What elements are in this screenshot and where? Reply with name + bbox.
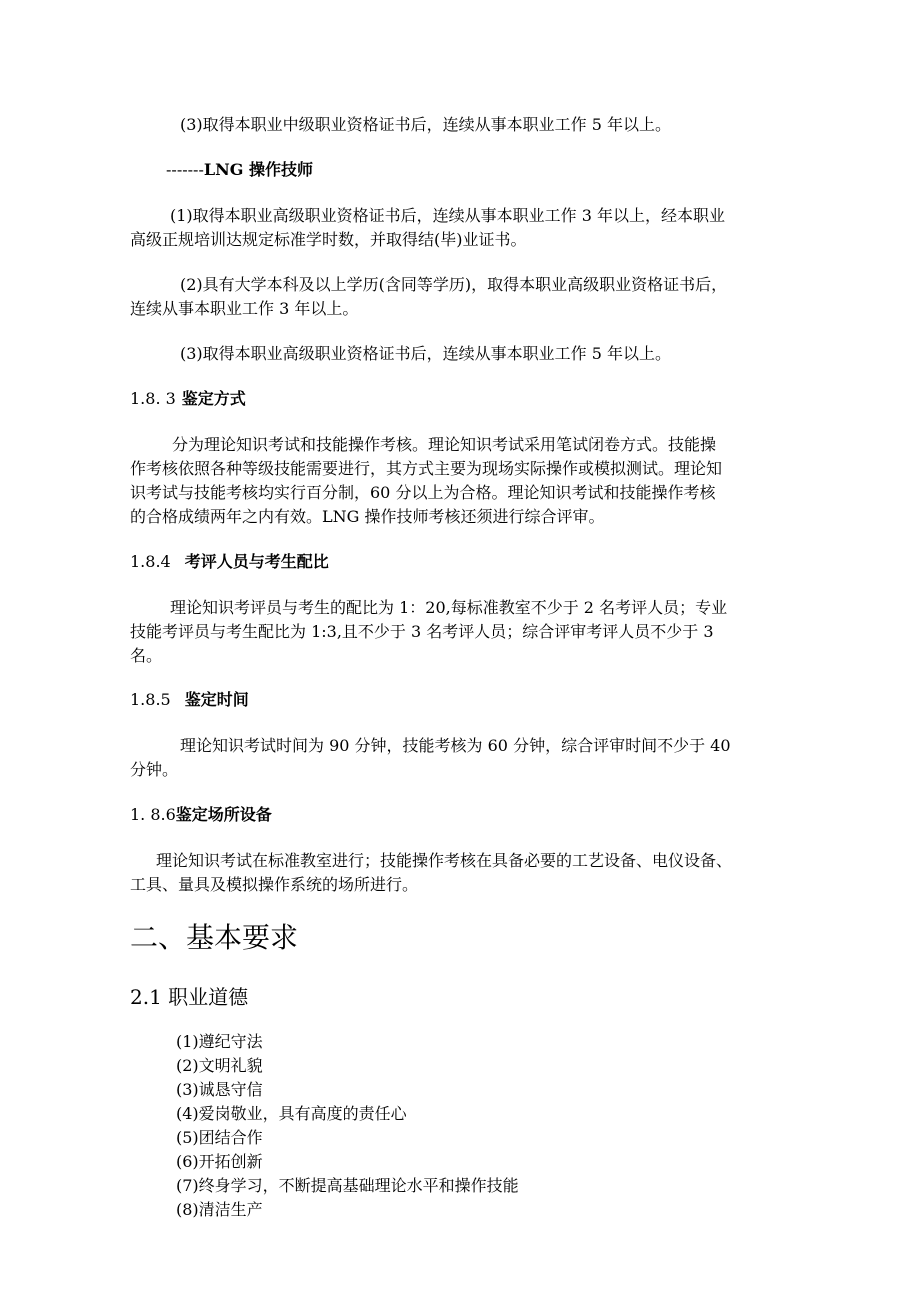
technician-heading: [166, 162, 313, 178]
intermediate-item-3: (3)取得本职业中级职业资格证书后，连续从事本职业工作 5 年以上。: [180, 115, 672, 134]
ethics-item-7: (7)终身学习，不断提高基础理论水平和操作技能: [176, 1176, 519, 1195]
technician-item-1-line-2: 高级正规培训达规定标准学时数，并取得结(毕)业证书。: [130, 230, 527, 249]
section-title: 鉴定方式: [181, 389, 246, 408]
technician-heading-dashes: -------: [166, 160, 204, 179]
section-1-8-6-line-1: 理论知识考试在标准教室进行；技能操作考核在具备必要的工艺设备、电仪设备、: [156, 851, 733, 870]
section-1-8-4-line-2: 技能考评员与考生配比为 1:3,且不少于 3 名考评人员；综合评审考评人员不少于 3: [130, 622, 714, 641]
section-1-8-4-line-3: 名。: [130, 646, 163, 665]
section-2-1-title: 2.1 职业道德: [130, 985, 249, 1009]
technician-item-1-line-1: (1)取得本职业高级职业资格证书后，连续从事本职业工作 3 年以上，经本职业: [170, 206, 726, 225]
section-number: 1.8. 3: [130, 389, 176, 408]
ethics-item-3: (3)诚恳守信: [176, 1080, 263, 1099]
section-1-8-6-heading: [130, 807, 272, 823]
ethics-item-1: (1)遵纪守法: [176, 1032, 263, 1051]
section-1-8-3-heading: [130, 391, 246, 407]
section-number: 1.8.4: [130, 552, 171, 571]
section-number: 1. 8.6: [130, 805, 176, 824]
technician-item-2-line-1: (2)具有大学本科及以上学历(含同等学历)，取得本职业高级职业资格证书后，: [180, 275, 728, 294]
ethics-item-5: (5)团结合作: [176, 1128, 263, 1147]
section-1-8-4-line-1: 理论知识考评员与考生的配比为 1：20,每标准教室不少于 2 名考评人员；专业: [170, 598, 728, 617]
technician-item-3: (3)取得本职业高级职业资格证书后，连续从事本职业工作 5 年以上。: [180, 344, 672, 363]
section-1-8-5-line-2: 分钟。: [130, 760, 179, 779]
ethics-item-4: (4)爱岗敬业，具有高度的责任心: [176, 1104, 407, 1123]
section-1-8-3-line-1: 分为理论知识考试和技能操作考核。理论知识考试采用笔试闭卷方式。技能操: [172, 435, 717, 454]
ethics-item-8: (8)清洁生产: [176, 1200, 263, 1219]
technician-item-2-line-2: 连续从事本职业工作 3 年以上。: [130, 299, 359, 318]
chapter-2-title: 二、基本要求: [130, 921, 299, 954]
section-1-8-3-line-3: 识考试与技能考核均实行百分制，60 分以上为合格。理论知识考试和技能操作考核: [130, 483, 716, 502]
section-1-8-3-line-2: 作考核依照各种等级技能需要进行，其方式主要为现场实际操作或模拟测试。理论知: [130, 459, 723, 478]
ethics-item-6: (6)开拓创新: [176, 1152, 263, 1171]
section-title: 鉴定时间: [184, 690, 249, 709]
section-title: 鉴定场所设备: [175, 805, 272, 824]
section-1-8-5-line-1: 理论知识考试时间为 90 分钟，技能考核为 60 分钟，综合评审时间不少于 40: [180, 736, 731, 755]
technician-heading-text: LNG 操作技师: [203, 160, 313, 179]
section-1-8-4-heading: [130, 554, 329, 570]
section-title: 考评人员与考生配比: [184, 552, 329, 571]
ethics-item-2: (2)文明礼貌: [176, 1056, 263, 1075]
section-1-8-3-line-4: 的合格成绩两年之内有效。LNG 操作技师考核还须进行综合评审。: [130, 507, 605, 526]
section-1-8-5-heading: [130, 692, 249, 708]
section-1-8-6-line-2: 工具、量具及模拟操作系统的场所进行。: [130, 875, 419, 894]
section-number: 1.8.5: [130, 690, 171, 709]
